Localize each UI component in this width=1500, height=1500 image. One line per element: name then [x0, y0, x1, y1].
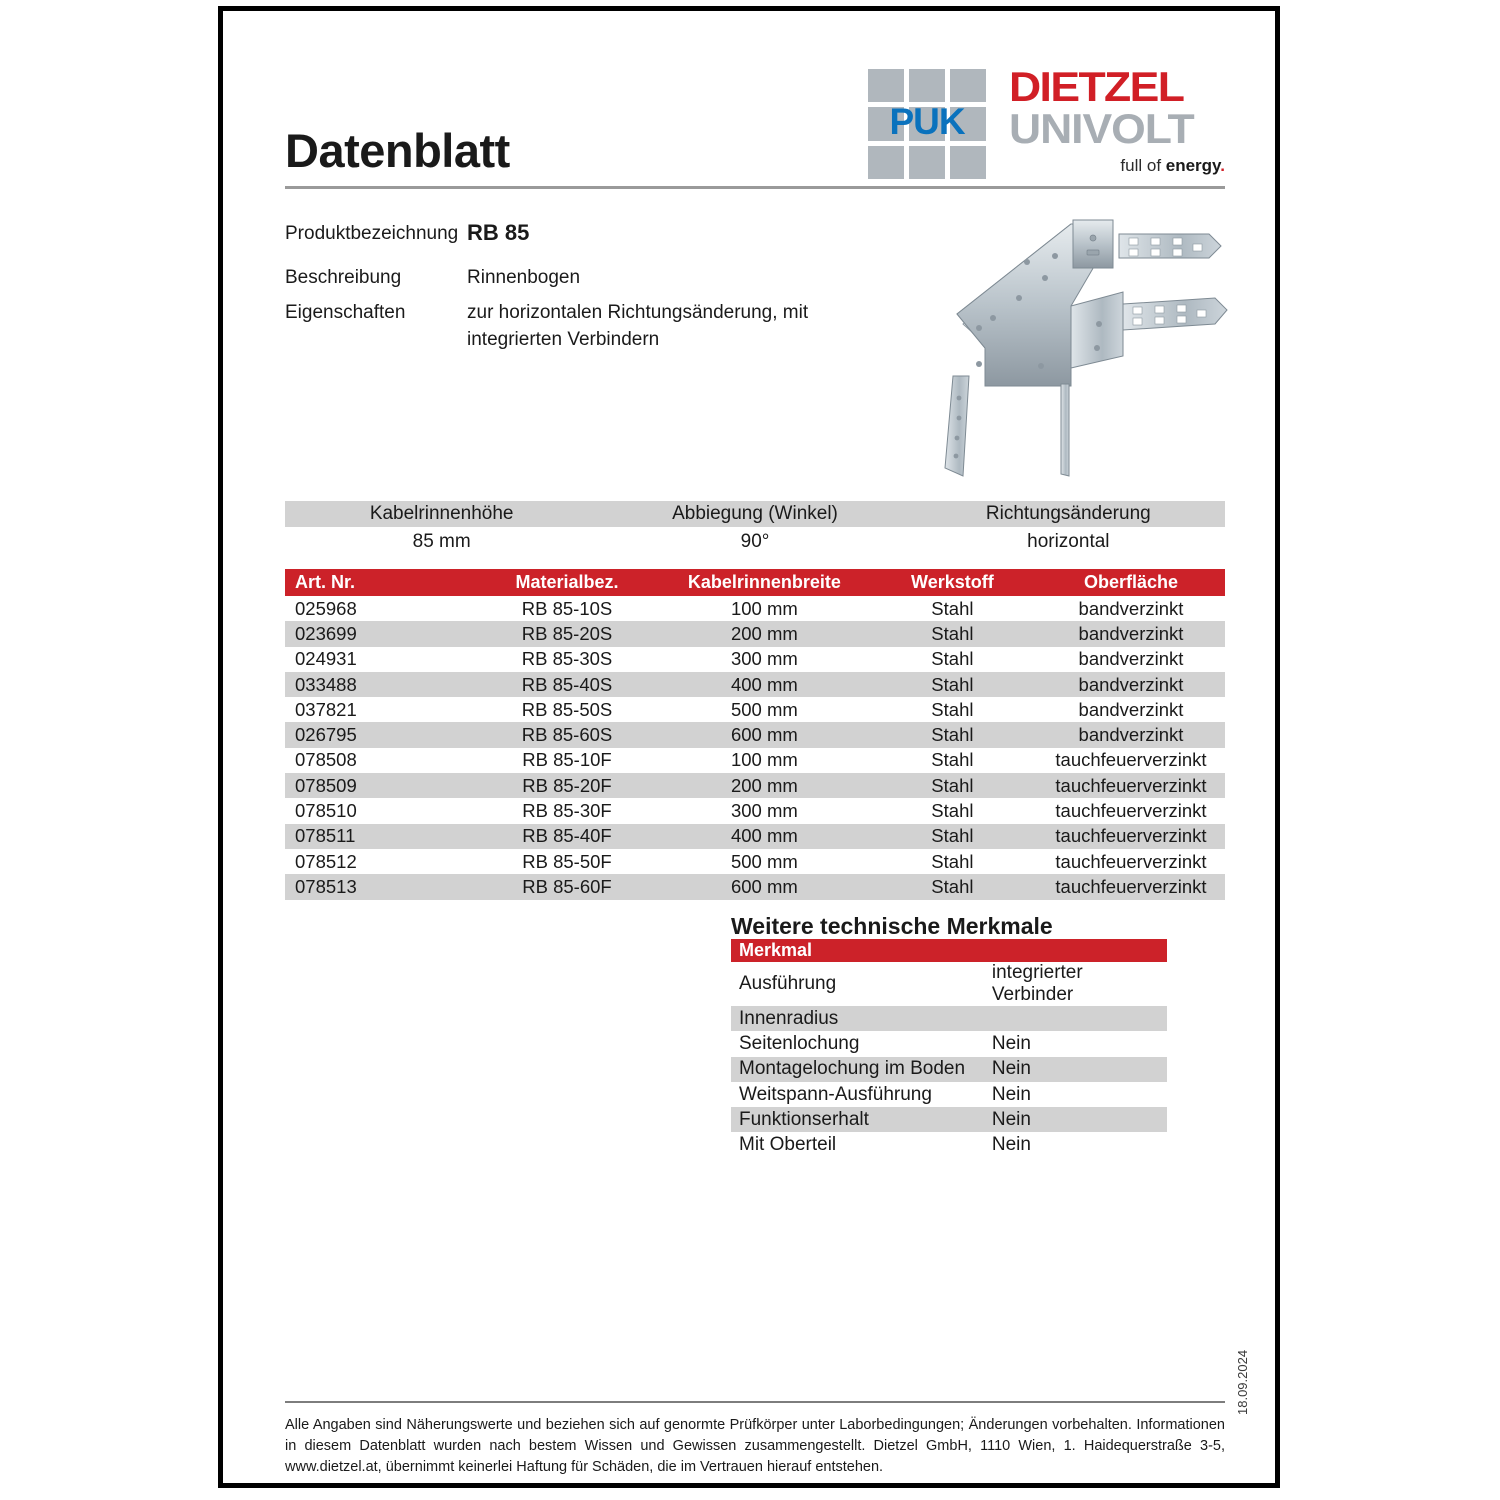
table-cell: tauchfeuerverzinkt	[1037, 773, 1225, 798]
spec-header-row	[285, 501, 1225, 527]
table-cell: bandverzinkt	[1037, 621, 1225, 646]
table-cell: 078512	[295, 850, 357, 872]
features-header-row	[731, 939, 1167, 962]
table-cell: 500 mm	[730, 850, 798, 872]
spec-header-cell: Kabelrinnenhöhe	[369, 503, 514, 524]
table-cell: 300 mm	[730, 648, 798, 670]
feature-row	[731, 962, 1167, 1006]
univolt-wordmark: UNIVOLT	[1009, 105, 1194, 152]
spec-header-cell: Abbiegung (Winkel)	[672, 503, 838, 524]
table-row	[285, 621, 1225, 646]
table-cell: Stahl	[868, 874, 1037, 899]
spec-value-cell: 85 mm	[412, 531, 471, 552]
feature-row	[731, 1082, 1167, 1107]
label-eigenschaften: Eigenschaften	[285, 302, 406, 323]
column-header-kabelrinnenbreite: Kabelrinnenbreite	[661, 569, 868, 596]
table-cell: 400 mm	[661, 824, 868, 849]
product-illustration	[923, 206, 1243, 491]
table-cell: Stahl	[868, 824, 1037, 849]
table-cell: bandverzinkt	[1078, 597, 1184, 619]
footer-divider	[285, 1401, 1225, 1403]
features-table	[731, 939, 1167, 1158]
feature-value: integrierter Verbinder	[991, 962, 1083, 1005]
table-cell: Stahl	[931, 749, 974, 771]
table-cell: RB 85-60S	[473, 722, 661, 747]
feature-name: Funktionserhalt	[731, 1107, 984, 1132]
table-header-row	[285, 569, 1225, 596]
value-produktbezeichnung: RB 85	[467, 220, 530, 245]
cable-tray-bend-photo	[923, 206, 1243, 491]
footer-disclaimer: Alle Angaben sind Näherungswerte und beziehen sich auf genormte Prüfkörper unter Laborbedingungen; Änderungen vorbehalten. Informationen in diesem Datenblatt wurden nach bestem Wissen und Gewissen zusammengestellt. Dietzel GmbH, 1110 Wien, 1. Haidequerstraße 3-5, www.dietzel.at, übernimmt keinerlei Haftung für Schäden, die im Vertrauen hierauf entstehen.	[285, 1417, 1225, 1475]
table-cell: 200 mm	[661, 773, 868, 798]
feature-name: Seitenlochung	[739, 1032, 860, 1054]
table-cell: 400 mm	[661, 672, 868, 697]
table-cell: 078509	[285, 773, 473, 798]
feature-row	[731, 1107, 1167, 1132]
table-row	[285, 722, 1225, 747]
column-header-oberflaeche: Oberfläche	[1037, 569, 1225, 596]
title-divider	[285, 186, 1225, 189]
table-cell: RB 85-30S	[521, 648, 613, 670]
table-cell: 033488	[285, 672, 473, 697]
dietzel-univolt-logo	[1009, 63, 1225, 186]
tagline-light: full of	[1120, 156, 1166, 175]
table-row	[285, 596, 1225, 621]
table-cell: 024931	[295, 648, 357, 670]
table-cell: tauchfeuerverzinkt	[1037, 874, 1225, 899]
table-cell: 037821	[295, 698, 357, 720]
spec-value-cell: horizontal	[1027, 531, 1110, 552]
feature-row	[731, 1132, 1167, 1157]
table-row	[285, 824, 1225, 849]
table-cell: 600 mm	[661, 874, 868, 899]
table-cell: 300 mm	[730, 800, 798, 822]
table-cell: 078511	[285, 824, 473, 849]
table-cell: bandverzinkt	[1037, 722, 1225, 747]
table-cell: 100 mm	[730, 749, 798, 771]
table-cell: 023699	[285, 621, 473, 646]
feature-name: Montagelochung im Boden	[731, 1057, 984, 1082]
table-cell: Stahl	[931, 698, 974, 720]
puk-logo	[868, 69, 986, 179]
table-row	[285, 773, 1225, 798]
table-cell: RB 85-50F	[522, 850, 612, 872]
feature-value	[984, 1006, 1167, 1031]
column-header-werkstoff: Werkstoff	[868, 569, 1037, 596]
table-cell: RB 85-20F	[473, 773, 661, 798]
spec-value-cell: 90°	[740, 531, 770, 552]
table-cell: Stahl	[931, 597, 974, 619]
table-cell: bandverzinkt	[1037, 672, 1225, 697]
value-beschreibung: Rinnenbogen	[467, 267, 581, 288]
table-row	[285, 647, 1225, 672]
document-date: 18.09.2024	[1235, 1349, 1250, 1415]
feature-row	[731, 1006, 1167, 1031]
table-cell: Stahl	[931, 800, 974, 822]
table-cell: 078508	[295, 749, 357, 771]
table-cell: tauchfeuerverzinkt	[1055, 800, 1207, 822]
table-cell: tauchfeuerverzinkt	[1055, 850, 1207, 872]
table-cell: 600 mm	[661, 722, 868, 747]
spec-header-cell: Richtungsänderung	[985, 503, 1151, 524]
feature-value: Nein	[984, 1057, 1167, 1082]
puk-grid-cell	[950, 69, 986, 102]
dietzel-wordmark: DIETZEL	[1009, 63, 1184, 110]
page-content	[223, 11, 1275, 1483]
feature-name: Ausführung	[739, 973, 837, 994]
table-cell: bandverzinkt	[1078, 698, 1184, 720]
feature-value: Nein	[991, 1083, 1031, 1105]
table-cell: 026795	[285, 722, 473, 747]
feature-value: Nein	[991, 1134, 1031, 1156]
table-cell: Stahl	[868, 621, 1037, 646]
feature-value: Nein	[991, 1032, 1031, 1054]
page-title: Datenblatt	[285, 124, 510, 177]
table-cell: Stahl	[868, 722, 1037, 747]
label-beschreibung: Beschreibung	[285, 267, 402, 288]
table-cell: RB 85-60F	[473, 874, 661, 899]
table-cell: 100 mm	[730, 597, 798, 619]
tagline-dot: .	[1220, 156, 1225, 175]
table-cell: RB 85-30F	[522, 800, 612, 822]
puk-grid-cell	[868, 69, 904, 102]
table-cell: RB 85-10F	[522, 749, 612, 771]
tagline-bold: energy	[1165, 156, 1221, 175]
column-header-merkmal: Merkmal	[731, 939, 1167, 962]
feature-row	[731, 1057, 1167, 1082]
table-cell: tauchfeuerverzinkt	[1055, 749, 1207, 771]
table-cell: bandverzinkt	[1078, 648, 1184, 670]
table-cell: 078510	[295, 800, 357, 822]
feature-name: Weitspann-Ausführung	[739, 1083, 932, 1105]
value-eigenschaften: zur horizontalen Richtungsänderung, mit integrierten Verbindern	[467, 302, 809, 350]
feature-row	[731, 1031, 1167, 1056]
table-cell: Stahl	[868, 773, 1037, 798]
table-row	[285, 849, 1225, 874]
table-cell: 500 mm	[730, 698, 798, 720]
feature-value: Nein	[984, 1107, 1167, 1132]
table-cell: 200 mm	[661, 621, 868, 646]
puk-grid-cell	[909, 146, 945, 179]
feature-name: Innenradius	[731, 1006, 984, 1031]
table-cell: 078513	[285, 874, 473, 899]
puk-grid-cell	[950, 146, 986, 179]
table-row	[285, 672, 1225, 697]
table-cell: RB 85-50S	[521, 698, 613, 720]
column-header-materialbez: Materialbez.	[473, 569, 661, 596]
spec-value-row	[285, 529, 1225, 555]
table-cell: tauchfeuerverzinkt	[1037, 824, 1225, 849]
table-cell: RB 85-40S	[473, 672, 661, 697]
puk-grid-cell	[868, 146, 904, 179]
table-cell: RB 85-40F	[473, 824, 661, 849]
article-table	[285, 569, 1225, 900]
puk-grid-cell	[909, 69, 945, 102]
datasheet-page	[218, 6, 1280, 1488]
table-cell: Stahl	[931, 850, 974, 872]
column-header-art-nr: Art. Nr.	[285, 569, 473, 596]
table-row	[285, 697, 1225, 722]
table-cell: Stahl	[868, 672, 1037, 697]
features-title: Weitere technische Merkmale	[731, 913, 1053, 939]
table-row	[285, 874, 1225, 899]
feature-name: Mit Oberteil	[739, 1134, 837, 1156]
table-cell: Stahl	[931, 648, 974, 670]
table-cell: 025968	[295, 597, 357, 619]
table-row	[285, 748, 1225, 773]
table-row	[285, 798, 1225, 823]
label-produktbezeichnung: Produktbezeichnung	[285, 223, 459, 244]
table-cell: RB 85-10S	[521, 597, 613, 619]
brand-tagline	[1120, 156, 1225, 176]
puk-wordmark: PUK	[889, 101, 965, 142]
table-cell: RB 85-20S	[473, 621, 661, 646]
